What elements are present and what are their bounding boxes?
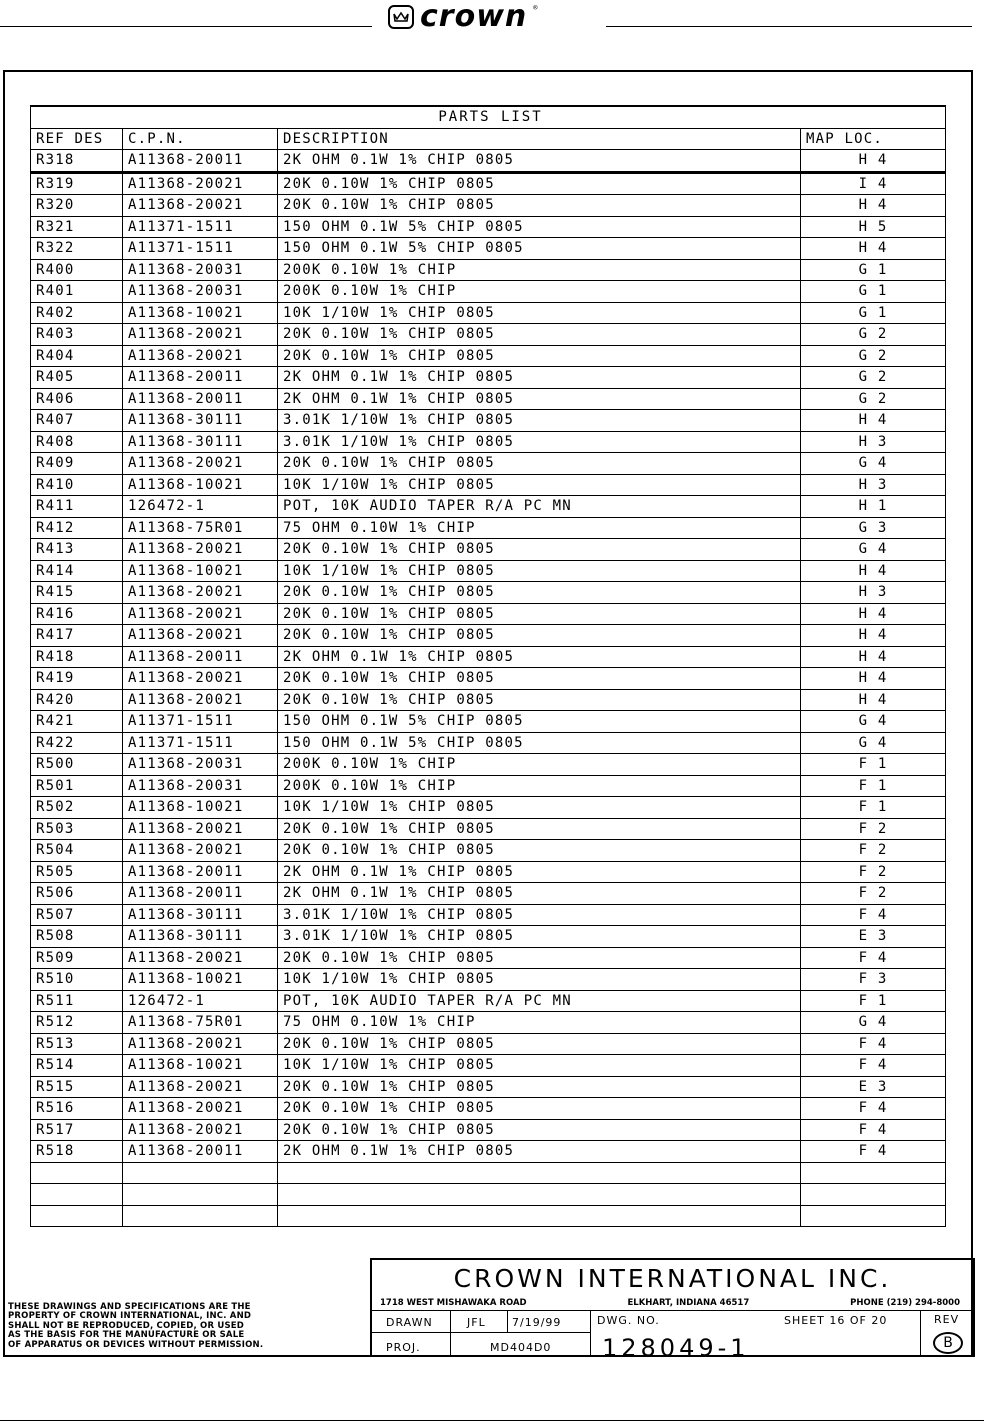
ref-des-cell: R505 [31, 861, 123, 883]
drawn-date: 7/19/99 [512, 1316, 562, 1329]
map-loc-cell: H 4 [801, 410, 946, 432]
description-cell: 20K 0.10W 1% CHIP 0805 [278, 689, 801, 711]
ref-des-cell: R417 [31, 625, 123, 647]
cpn-cell: A11368-20021 [123, 668, 278, 690]
description-cell: 20K 0.10W 1% CHIP 0805 [278, 582, 801, 604]
ref-des-cell: R413 [31, 539, 123, 561]
ref-des-cell: R403 [31, 324, 123, 346]
description-cell: POT, 10K AUDIO TAPER R/A PC MN [278, 496, 801, 518]
cpn-cell: A11368-75R01 [123, 1012, 278, 1034]
table-row [31, 345, 946, 367]
map-loc-cell: H 1 [801, 496, 946, 518]
description-cell: 10K 1/10W 1% CHIP 0805 [278, 560, 801, 582]
ref-des-cell: R507 [31, 904, 123, 926]
table-row [31, 1033, 946, 1055]
table-row [31, 560, 946, 582]
ref-des-cell: R319 [31, 172, 123, 195]
cpn-cell [123, 1205, 278, 1227]
cpn-cell: A11368-20021 [123, 603, 278, 625]
table-row [31, 302, 946, 324]
cpn-cell: A11368-10021 [123, 1055, 278, 1077]
ref-des-cell: R500 [31, 754, 123, 776]
map-loc-cell: F 4 [801, 1119, 946, 1141]
ref-des-cell: R509 [31, 947, 123, 969]
map-loc-cell: G 4 [801, 711, 946, 733]
description-cell: 20K 0.10W 1% CHIP 0805 [278, 625, 801, 647]
map-loc-cell: H 4 [801, 560, 946, 582]
description-cell: 150 OHM 0.1W 5% CHIP 0805 [278, 216, 801, 238]
table-row [31, 172, 946, 195]
description-cell: 2K OHM 0.1W 1% CHIP 0805 [278, 367, 801, 389]
map-loc-cell: F 4 [801, 947, 946, 969]
ref-des-cell: R419 [31, 668, 123, 690]
table-row [31, 668, 946, 690]
cpn-cell: A11371-1511 [123, 216, 278, 238]
table-row [31, 517, 946, 539]
table-row [31, 216, 946, 238]
drawn-proj-divider [372, 1332, 590, 1333]
cpn-cell: A11368-10021 [123, 560, 278, 582]
drawn-by: JFL [467, 1316, 486, 1329]
company-address [380, 1298, 960, 1308]
title-block-divider [372, 1310, 973, 1311]
notice-line: THESE DRAWINGS AND SPECIFICATIONS ARE THE [8, 1302, 251, 1312]
cpn-cell: A11368-20021 [123, 453, 278, 475]
table-row [31, 861, 946, 883]
description-cell: 3.01K 1/10W 1% CHIP 0805 [278, 926, 801, 948]
proj-label: PROJ. [386, 1341, 421, 1354]
table-row [31, 195, 946, 217]
ref-des-cell: R405 [31, 367, 123, 389]
description-cell: 150 OHM 0.1W 5% CHIP 0805 [278, 711, 801, 733]
map-loc-cell [801, 1162, 946, 1184]
ref-des-cell: R406 [31, 388, 123, 410]
map-loc-cell: F 2 [801, 861, 946, 883]
description-cell: 20K 0.10W 1% CHIP 0805 [278, 539, 801, 561]
description-cell: 20K 0.10W 1% CHIP 0805 [278, 345, 801, 367]
notice-line: OF APPARATUS OR DEVICES WITHOUT PERMISSION. [8, 1339, 264, 1350]
description-cell [278, 1184, 801, 1206]
description-cell: 150 OHM 0.1W 5% CHIP 0805 [278, 732, 801, 754]
table-row [31, 969, 946, 991]
cpn-cell: 126472-1 [123, 990, 278, 1012]
map-loc-cell: G 1 [801, 259, 946, 281]
ref-des-cell: R321 [31, 216, 123, 238]
cpn-cell: A11371-1511 [123, 238, 278, 260]
ref-des-cell: R420 [31, 689, 123, 711]
ref-des-cell: R516 [31, 1098, 123, 1120]
cpn-cell: A11368-20011 [123, 883, 278, 905]
drawn-label: DRAWN [386, 1316, 433, 1329]
table-row [31, 625, 946, 647]
notice-line: PROPERTY OF CROWN INTERNATIONAL, INC. AND [8, 1311, 252, 1322]
sheet-number: SHEET 16 OF 20 [784, 1314, 888, 1327]
description-cell: 20K 0.10W 1% CHIP 0805 [278, 818, 801, 840]
description-cell: 20K 0.10W 1% CHIP 0805 [278, 324, 801, 346]
map-loc-cell [801, 1205, 946, 1227]
map-loc-cell: G 4 [801, 732, 946, 754]
table-row [31, 259, 946, 281]
map-loc-cell: H 4 [801, 668, 946, 690]
map-loc-cell: F 4 [801, 1098, 946, 1120]
table-row [31, 410, 946, 432]
description-cell: 2K OHM 0.1W 1% CHIP 0805 [278, 646, 801, 668]
table-row [31, 431, 946, 453]
table-row [31, 603, 946, 625]
ref-des-cell: R408 [31, 431, 123, 453]
description-cell: 10K 1/10W 1% CHIP 0805 [278, 797, 801, 819]
table-row [31, 840, 946, 862]
title-block-vrule [450, 1310, 451, 1332]
map-loc-cell: G 2 [801, 388, 946, 410]
dwg-no-label: DWG. NO. [597, 1314, 660, 1327]
description-cell: 20K 0.10W 1% CHIP 0805 [278, 1076, 801, 1098]
registered-mark: ® [533, 4, 538, 12]
cpn-cell: A11368-30111 [123, 410, 278, 432]
ref-des-cell: R409 [31, 453, 123, 475]
description-cell: 75 OHM 0.10W 1% CHIP [278, 1012, 801, 1034]
ref-des-cell: R412 [31, 517, 123, 539]
ref-des-cell: R416 [31, 603, 123, 625]
map-loc-cell: H 3 [801, 431, 946, 453]
title-block-vrule [450, 1332, 451, 1357]
ref-des-cell: R518 [31, 1141, 123, 1163]
map-loc-cell: E 3 [801, 1076, 946, 1098]
cpn-cell [123, 1184, 278, 1206]
table-row [31, 947, 946, 969]
map-loc-cell: H 4 [801, 646, 946, 668]
description-cell: 75 OHM 0.10W 1% CHIP [278, 517, 801, 539]
cpn-cell: A11368-20021 [123, 689, 278, 711]
table-row [31, 1162, 946, 1184]
map-loc-cell: G 1 [801, 281, 946, 303]
revision-badge: B [933, 1332, 963, 1354]
ref-des-cell: R415 [31, 582, 123, 604]
map-loc-cell: F 4 [801, 1033, 946, 1055]
description-cell [278, 1205, 801, 1227]
table-row [31, 474, 946, 496]
table-row [31, 1055, 946, 1077]
ref-des-cell: R508 [31, 926, 123, 948]
cpn-cell: A11368-20031 [123, 754, 278, 776]
description-cell: 3.01K 1/10W 1% CHIP 0805 [278, 431, 801, 453]
ref-des-cell: R502 [31, 797, 123, 819]
cpn-cell: A11368-20021 [123, 1119, 278, 1141]
table-row [31, 150, 946, 173]
description-cell: 20K 0.10W 1% CHIP 0805 [278, 1033, 801, 1055]
map-loc-cell: G 4 [801, 539, 946, 561]
map-loc-cell: H 4 [801, 689, 946, 711]
cpn-cell: A11368-20011 [123, 861, 278, 883]
table-row [31, 990, 946, 1012]
table-row [31, 1098, 946, 1120]
map-loc-cell: G 2 [801, 345, 946, 367]
map-loc-cell: F 4 [801, 904, 946, 926]
map-loc-cell: I 4 [801, 172, 946, 195]
description-cell: 20K 0.10W 1% CHIP 0805 [278, 172, 801, 195]
ref-des-cell: R517 [31, 1119, 123, 1141]
ref-des-cell: R506 [31, 883, 123, 905]
map-loc-cell: F 2 [801, 840, 946, 862]
ref-des-cell: R510 [31, 969, 123, 991]
cpn-cell: A11368-20021 [123, 625, 278, 647]
cpn-cell: A11368-20021 [123, 345, 278, 367]
title-block-vrule [507, 1310, 508, 1332]
title-block-vrule [920, 1310, 921, 1357]
table-row [31, 1012, 946, 1034]
ref-des-cell: R404 [31, 345, 123, 367]
map-loc-cell: G 1 [801, 302, 946, 324]
cpn-cell: A11371-1511 [123, 732, 278, 754]
table-row [31, 689, 946, 711]
phone-number: PHONE (219) 294-8000 [850, 1298, 960, 1308]
cpn-cell: A11368-10021 [123, 797, 278, 819]
map-loc-cell: H 4 [801, 603, 946, 625]
map-loc-cell: H 5 [801, 216, 946, 238]
description-cell: 200K 0.10W 1% CHIP [278, 281, 801, 303]
table-row [31, 1076, 946, 1098]
description-cell: 200K 0.10W 1% CHIP [278, 754, 801, 776]
map-loc-cell: H 3 [801, 582, 946, 604]
description-cell: POT, 10K AUDIO TAPER R/A PC MN [278, 990, 801, 1012]
table-row [31, 367, 946, 389]
map-loc-cell: G 4 [801, 1012, 946, 1034]
description-cell: 10K 1/10W 1% CHIP 0805 [278, 474, 801, 496]
cpn-cell: A11368-20021 [123, 1033, 278, 1055]
table-row [31, 1141, 946, 1163]
ref-des-cell: R320 [31, 195, 123, 217]
cpn-cell: A11368-20021 [123, 582, 278, 604]
table-row [31, 926, 946, 948]
cpn-cell: A11368-10021 [123, 302, 278, 324]
parts-list-title: PARTS LIST [31, 106, 946, 128]
ref-des-cell [31, 1205, 123, 1227]
table-row [31, 453, 946, 475]
table-row [31, 238, 946, 260]
column-header-cpn: C.P.N. [123, 128, 278, 150]
proj-value: MD404D0 [490, 1341, 552, 1354]
parts-list-table [30, 105, 946, 1227]
cpn-cell: A11368-20021 [123, 195, 278, 217]
cpn-cell: A11368-20021 [123, 947, 278, 969]
cpn-cell: A11368-20021 [123, 1076, 278, 1098]
column-header-description: DESCRIPTION [278, 128, 801, 150]
notice-line: AS THE BASIS FOR THE MANUFACTURE OR SALE [8, 1330, 245, 1341]
map-loc-cell: F 3 [801, 969, 946, 991]
crown-icon [388, 5, 414, 29]
ref-des-cell: R515 [31, 1076, 123, 1098]
ref-des-cell: R418 [31, 646, 123, 668]
ref-des-cell: R402 [31, 302, 123, 324]
header-rule-right [606, 26, 972, 27]
description-cell: 2K OHM 0.1W 1% CHIP 0805 [278, 150, 801, 173]
ref-des-cell: R514 [31, 1055, 123, 1077]
map-loc-cell: G 2 [801, 324, 946, 346]
ref-des-cell: R503 [31, 818, 123, 840]
map-loc-cell: F 2 [801, 883, 946, 905]
drawing-number: 128049-1 [602, 1334, 750, 1362]
map-loc-cell: F 1 [801, 754, 946, 776]
ref-des-cell: R407 [31, 410, 123, 432]
ref-des-cell [31, 1184, 123, 1206]
map-loc-cell: F 2 [801, 818, 946, 840]
company-name: CROWN INTERNATIONAL INC. [453, 1264, 892, 1293]
footer-rule [0, 1420, 984, 1421]
table-row [31, 646, 946, 668]
ref-des-cell: R422 [31, 732, 123, 754]
description-cell: 20K 0.10W 1% CHIP 0805 [278, 668, 801, 690]
map-loc-cell: H 4 [801, 625, 946, 647]
description-cell: 200K 0.10W 1% CHIP [278, 775, 801, 797]
table-row [31, 775, 946, 797]
cpn-cell [123, 1162, 278, 1184]
table-row [31, 904, 946, 926]
column-header-map-loc: MAP LOC. [801, 128, 946, 150]
map-loc-cell: H 4 [801, 195, 946, 217]
cpn-cell: A11371-1511 [123, 711, 278, 733]
description-cell: 150 OHM 0.1W 5% CHIP 0805 [278, 238, 801, 260]
description-cell: 10K 1/10W 1% CHIP 0805 [278, 969, 801, 991]
description-cell: 200K 0.10W 1% CHIP [278, 259, 801, 281]
table-row [31, 732, 946, 754]
table-row [31, 1184, 946, 1206]
map-loc-cell: G 4 [801, 453, 946, 475]
cpn-cell: A11368-75R01 [123, 517, 278, 539]
description-cell: 2K OHM 0.1W 1% CHIP 0805 [278, 861, 801, 883]
crown-logo [388, 2, 537, 32]
ref-des-cell: R511 [31, 990, 123, 1012]
ref-des-cell: R414 [31, 560, 123, 582]
header-rule-left [0, 26, 372, 27]
description-cell: 20K 0.10W 1% CHIP 0805 [278, 453, 801, 475]
ref-des-cell: R318 [31, 150, 123, 173]
description-cell: 3.01K 1/10W 1% CHIP 0805 [278, 410, 801, 432]
cpn-cell: A11368-20011 [123, 367, 278, 389]
description-cell: 20K 0.10W 1% CHIP 0805 [278, 1119, 801, 1141]
ref-des-cell [31, 1162, 123, 1184]
map-loc-cell: H 4 [801, 238, 946, 260]
description-cell: 2K OHM 0.1W 1% CHIP 0805 [278, 883, 801, 905]
map-loc-cell: F 4 [801, 1055, 946, 1077]
description-cell: 3.01K 1/10W 1% CHIP 0805 [278, 904, 801, 926]
ref-des-cell: R401 [31, 281, 123, 303]
rev-label: REV [934, 1313, 960, 1326]
map-loc-cell: G 2 [801, 367, 946, 389]
table-row [31, 711, 946, 733]
ref-des-cell: R322 [31, 238, 123, 260]
map-loc-cell [801, 1184, 946, 1206]
map-loc-cell: F 1 [801, 775, 946, 797]
cpn-cell: A11368-30111 [123, 926, 278, 948]
cpn-cell: A11368-10021 [123, 969, 278, 991]
map-loc-cell: E 3 [801, 926, 946, 948]
cpn-cell: A11368-20031 [123, 281, 278, 303]
cpn-cell: A11368-20021 [123, 840, 278, 862]
description-cell: 20K 0.10W 1% CHIP 0805 [278, 1098, 801, 1120]
map-loc-cell: G 3 [801, 517, 946, 539]
table-row [31, 797, 946, 819]
notice-line: SHALL NOT BE REPRODUCED, COPIED, OR USED [8, 1320, 245, 1331]
ref-des-cell: R410 [31, 474, 123, 496]
table-row [31, 496, 946, 518]
table-row [31, 883, 946, 905]
table-row [31, 818, 946, 840]
map-loc-cell: H 4 [801, 150, 946, 173]
cpn-cell: A11368-20011 [123, 150, 278, 173]
cpn-cell: A11368-20011 [123, 1141, 278, 1163]
ref-des-cell: R501 [31, 775, 123, 797]
ref-des-cell: R411 [31, 496, 123, 518]
map-loc-cell: F 4 [801, 1141, 946, 1163]
map-loc-cell: F 1 [801, 990, 946, 1012]
brand-name: crown [420, 0, 528, 34]
cpn-cell: A11368-20011 [123, 388, 278, 410]
title-block [370, 1258, 975, 1362]
description-cell: 20K 0.10W 1% CHIP 0805 [278, 947, 801, 969]
ref-des-cell: R513 [31, 1033, 123, 1055]
map-loc-cell: H 3 [801, 474, 946, 496]
table-row [31, 1119, 946, 1141]
ref-des-cell: R504 [31, 840, 123, 862]
ref-des-cell: R400 [31, 259, 123, 281]
description-cell: 20K 0.10W 1% CHIP 0805 [278, 195, 801, 217]
cpn-cell: 126472-1 [123, 496, 278, 518]
cpn-cell: A11368-20011 [123, 646, 278, 668]
cpn-cell: A11368-30111 [123, 431, 278, 453]
ref-des-cell: R512 [31, 1012, 123, 1034]
cpn-cell: A11368-30111 [123, 904, 278, 926]
title-block-vrule [590, 1310, 591, 1357]
cpn-cell: A11368-10021 [123, 474, 278, 496]
table-row [31, 324, 946, 346]
description-cell: 10K 1/10W 1% CHIP 0805 [278, 1055, 801, 1077]
street-address: 1718 WEST MISHAWAKA ROAD [380, 1298, 527, 1308]
cpn-cell: A11368-20031 [123, 259, 278, 281]
table-row [31, 281, 946, 303]
table-row [31, 1205, 946, 1227]
proprietary-notice [8, 1303, 263, 1350]
description-cell: 2K OHM 0.1W 1% CHIP 0805 [278, 1141, 801, 1163]
column-header-ref-des: REF DES [31, 128, 123, 150]
description-cell [278, 1162, 801, 1184]
cpn-cell: A11368-20031 [123, 775, 278, 797]
city-state: ELKHART, INDIANA 46517 [627, 1298, 750, 1308]
cpn-cell: A11368-20021 [123, 324, 278, 346]
table-row [31, 582, 946, 604]
map-loc-cell: F 1 [801, 797, 946, 819]
description-cell: 20K 0.10W 1% CHIP 0805 [278, 840, 801, 862]
table-row [31, 754, 946, 776]
table-row [31, 539, 946, 561]
description-cell: 20K 0.10W 1% CHIP 0805 [278, 603, 801, 625]
cpn-cell: A11368-20021 [123, 818, 278, 840]
description-cell: 2K OHM 0.1W 1% CHIP 0805 [278, 388, 801, 410]
ref-des-cell: R421 [31, 711, 123, 733]
cpn-cell: A11368-20021 [123, 539, 278, 561]
cpn-cell: A11368-20021 [123, 1098, 278, 1120]
parts-list-body [31, 150, 946, 1227]
cpn-cell: A11368-20021 [123, 172, 278, 195]
table-row [31, 388, 946, 410]
description-cell: 10K 1/10W 1% CHIP 0805 [278, 302, 801, 324]
